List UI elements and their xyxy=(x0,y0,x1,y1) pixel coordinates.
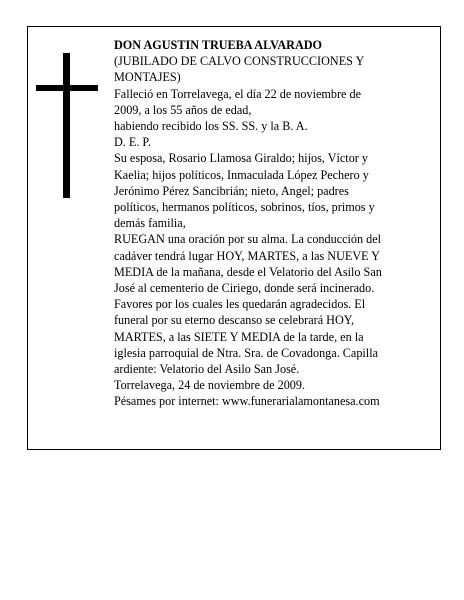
occupation-line-1: (JUBILADO DE CALVO CONSTRUCCIONES Y xyxy=(114,54,365,69)
family-line-2: Kaelia; hijos políticos, Inmaculada López Pechero y xyxy=(114,167,369,182)
place-date-line: Torrelavega, 24 de noviembre de 2009. xyxy=(114,378,306,393)
sacraments-line: habiendo recibido los SS. SS. y la B. A. xyxy=(114,119,308,134)
family-line-3: Jerónimo Pérez Sancibrián; nieto, Angel; padres xyxy=(114,183,349,198)
cross-horizontal-bar xyxy=(36,85,98,91)
cross-icon xyxy=(36,53,98,198)
deceased-name: DON AGUSTIN TRUEBA ALVARADO xyxy=(114,38,323,52)
occupation-line-2: MONTAJES) xyxy=(114,70,181,85)
request-line-5: Favores por los cuales les quedarán agradecidos. El xyxy=(114,297,366,312)
obituary-text xyxy=(114,37,420,410)
rip-line: D. E. P. xyxy=(114,135,151,150)
family-line-1: Su esposa, Rosario Llamosa Giraldo; hijos, Víctor y xyxy=(114,151,368,166)
funeral-line-2: MARTES, a las SIETE Y MEDIA de la tarde, en la xyxy=(114,329,364,344)
condolences-line: Pésames por internet: www.funerarialamontanesa.com xyxy=(114,394,380,409)
request-line-4: José al cementerio de Ciriego, donde será incinerado. xyxy=(114,281,375,296)
request-line-2: cadáver tendrá lugar HOY, MARTES, a las NUEVE Y xyxy=(114,248,380,263)
family-line-4: políticos, hermanos políticos, sobrinos, tíos, primos y xyxy=(114,200,375,215)
death-notice-line-1: Falleció en Torrelavega, el día 22 de noviembre de xyxy=(114,86,361,101)
death-notice-line-2: 2009, a los 55 años de edad, xyxy=(114,102,252,117)
request-line-1: RUEGAN una oración por su alma. La conducción del xyxy=(114,232,382,247)
cross-vertical-bar xyxy=(63,53,70,198)
funeral-line-1: funeral por su eterno descanso se celebrará HOY, xyxy=(114,313,355,328)
family-line-5: demás familia, xyxy=(114,216,186,231)
funeral-line-4: ardiente: Velatorio del Asilo San José. xyxy=(114,362,300,377)
request-line-3: MEDIA de la mañana, desde el Velatorio del Asilo San xyxy=(114,264,382,279)
funeral-line-3: iglesia parroquial de Ntra. Sra. de Covadonga. Capilla xyxy=(114,345,378,360)
